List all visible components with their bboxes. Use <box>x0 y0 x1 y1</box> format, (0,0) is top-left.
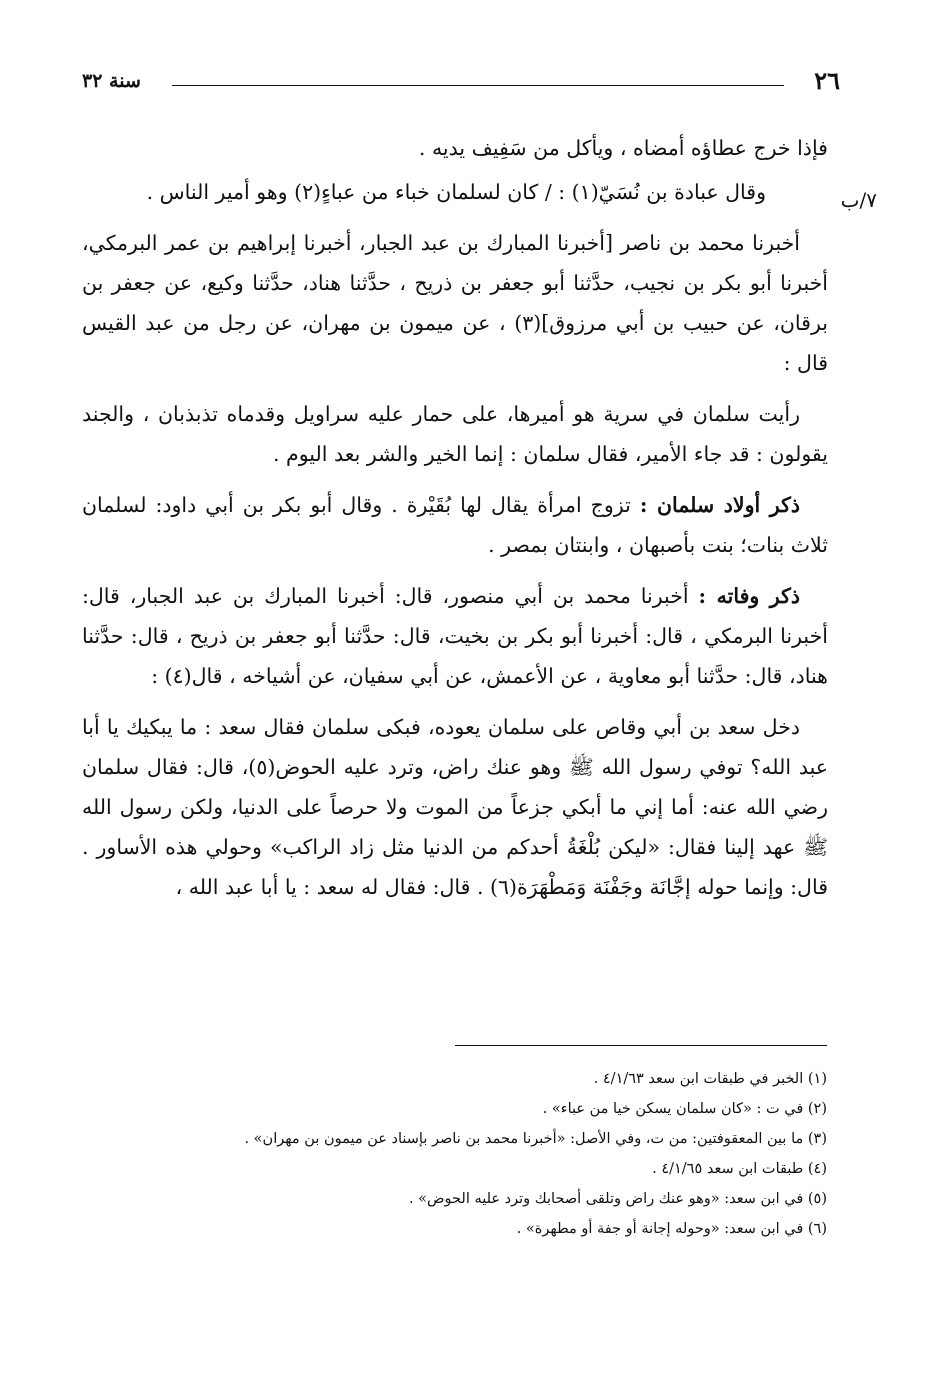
paragraph: رأيت سلمان في سرية هو أميرها، على حمار عليه سراويل وقدماه تذبذبان ، والجند يقولون : قد جاء الأمير، فقال سلمان : إنما الخير والشر بعد اليوم . <box>82 402 828 466</box>
footnote: (٥) في ابن سعد: «وهو عنك راض وتلقى أصحابك وترد عليه الحوض» . <box>408 1191 827 1207</box>
running-header <box>82 66 840 106</box>
footnote: (٤) طبقات ابن سعد ٤/١/٦٥ . <box>652 1161 827 1177</box>
paragraph: وقال عبادة بن نُسَيّ(١) : / كان لسلمان خباء من عباءٍ(٢) وهو أمير الناس . <box>146 180 766 204</box>
footnote: (٦) في ابن سعد: «وحوله إجانة أو جفة أو مطهرة» . <box>516 1221 827 1237</box>
footnote: (٣) ما بين المعقوفتين: من ت، وفي الأصل: «أخبرنا محمد بن ناصر بإسناد عن ميمون بن مهران» . <box>244 1131 827 1147</box>
section-heading: ذكر وفاته : <box>698 584 800 608</box>
paragraph-text: تزوج امرأة يقال لها بُقَيْرة . وقال أبو بكر بن أبي داود: لسلمان ثلاث بنات؛ بنت بأصبهان ، وابنتان بمصر . <box>82 493 828 557</box>
paragraph: دخل سعد بن أبي وقاص على سلمان يعوده، فبكى سلمان فقال سعد : ما يبكيك يا أبا عبد الله؟ توفي رسول الله ﷺ وهو عنك راض، وترد عليه الحوض(٥)، قال: فقال سلمان رضي الله عنه: أما إني ما أبكي جزعاً من الموت ولا حرصاً على الدنيا، ولكن رسول الله ﷺ عهد إلينا فقال: «ليكن بُلْغَةُ أحدكم من الدنيا مثل زاد الراكب» وحولي هذه الأساور . قال: وإنما حوله إجَّانَة وجَفْنَة وَمَطْهَرَة(٦) . قال: فقال له سعد : يا أبا عبد الله ، <box>82 715 828 899</box>
running-title-year: سنة ٣٢ <box>82 70 141 92</box>
paragraph: فإذا خرج عطاؤه أمضاه ، ويأكل من سَفِيف يديه . <box>418 136 828 160</box>
main-text <box>82 128 828 918</box>
section-heading: ذكر أولاد سلمان : <box>639 493 800 517</box>
paragraph <box>82 485 828 565</box>
paragraph <box>82 576 828 696</box>
manuscript-folio-marker: ٧/ب <box>840 188 877 212</box>
footnote: (٢) في ت : «كان سلمان يسكن خيا من عباء» . <box>542 1101 827 1117</box>
paragraph: أخبرنا محمد بن ناصر [أخبرنا المبارك بن عبد الجبار، أخبرنا إبراهيم بن عمر البرمكي، أخبرنا أبو بكر بن نجيب، حدَّثنا أبو جعفر بن ذريح ، حدَّثنا هناد، حدَّثنا وكيع، عن جعفر بن برقان، عن حبيب بن أبي مرزوق](٣) ، عن ميمون بن مهران، عن رجل من عبد القيس قال : <box>82 231 828 375</box>
paragraph-text: أخبرنا محمد بن أبي منصور، قال: أخبرنا المبارك بن عبد الجبار، قال: أخبرنا البرمكي ، قال: أخبرنا أبو بكر بن بخيت، قال: حدَّثنا أبو جعفر بن ذريح ، قال: حدَّثنا هناد، قال: حدَّثنا أبو معاوية ، عن الأعمش، عن أبي سفيان، عن أشياخه ، قال(٤) : <box>82 584 828 688</box>
footnotes <box>82 1064 827 1244</box>
page-number: ٢٦ <box>814 66 840 95</box>
footnote: (١) الخبر في طبقات ابن سعد ٤/١/٦٣ . <box>593 1071 827 1087</box>
header-rule <box>172 85 784 86</box>
footnote-rule <box>455 1045 827 1046</box>
